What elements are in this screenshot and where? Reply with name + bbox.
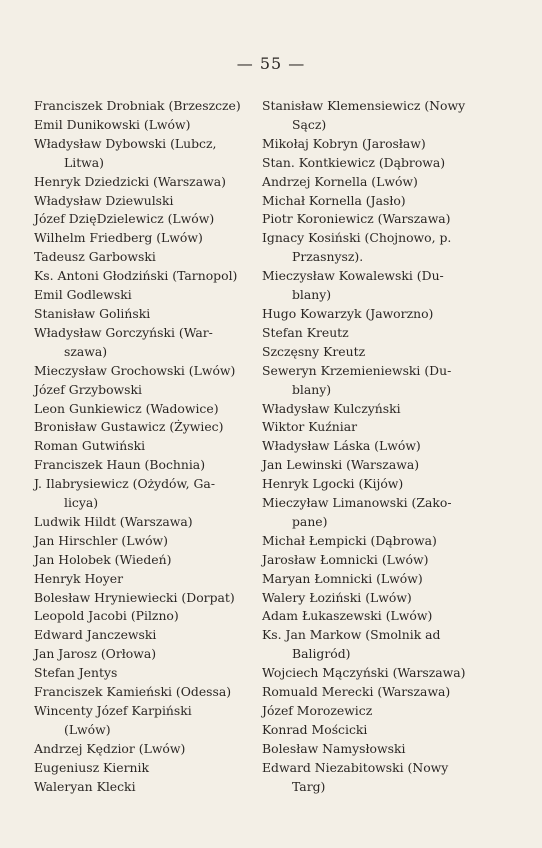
entry-line: Waleryan Klecki [34,778,136,794]
entry-line: Eugeniusz Kiernik [34,759,149,775]
name-entry [34,645,255,664]
name-entry [34,97,255,116]
entry-line: J. Ilabrysiewicz (Ożydów, Ga- [34,476,216,492]
name-entry [34,513,255,532]
entry-continuation: Przasnysz). [292,249,364,265]
name-entry [262,173,483,192]
entry-line: Ks. Jan Markow (Smolnik ad [262,627,441,643]
entry-line: Bolesław Hryniewiecki (Dorpat) [34,589,235,605]
name-entry [262,400,483,419]
name-entry [262,305,483,324]
name-entry [262,267,483,305]
name-entry [262,626,483,664]
entry-line: Henryk Hoyer [34,570,124,586]
name-entry [34,702,255,740]
name-entry [34,135,255,173]
entry-continuation: Targ) [292,778,326,794]
entry-line: Leopold Jacobi (Pilzno) [34,608,179,624]
entry-line: Stefan Kreutz [262,324,349,340]
entry-line: Jan Hirschler (Lwów) [34,532,168,548]
left-column-list [34,97,255,797]
entry-line: Józef Morozewicz [262,703,373,718]
entry-continuation: Litwa) [64,154,104,170]
entry-line: Władysław Dybowski (Lubcz, [34,135,217,151]
name-entry [34,437,255,456]
entry-line: Stanisław Goliński [34,305,151,321]
right-column-list [262,97,483,797]
name-entry [34,362,255,381]
entry-line: Mikołaj Kobryn (Jarosław) [262,135,426,151]
entry-line: Roman Gutwiński [34,438,146,454]
name-entry [34,418,255,437]
name-entry [34,381,255,400]
name-entry [34,551,255,570]
name-entry [34,740,255,759]
entry-line: Wincenty Józef Karpiński [34,703,192,718]
page-number: — 55 — [236,54,306,73]
name-entry [34,286,255,305]
name-entry [34,248,255,267]
entry-continuation: blany) [292,287,332,303]
entry-continuation: (Lwów) [64,721,111,737]
entry-continuation: pane) [292,513,328,529]
entry-line: Jan Lewinski (Warszawa) [262,457,420,473]
name-entry [34,759,255,778]
entry-line: Jarosław Łomnicki (Lwów) [262,551,429,567]
name-entry [34,400,255,419]
entry-line: Hugo Kowarzyk (Jaworzno) [262,305,434,321]
name-entry [34,210,255,229]
name-entry [262,664,483,683]
entry-line: Stefan Jentys [34,665,118,681]
entry-line: Franciszek Haun (Bochnia) [34,457,206,473]
name-entry [34,683,255,702]
name-entry [262,210,483,229]
name-entry [262,324,483,343]
entry-line: Henryk Lgocki (Kijów) [262,476,404,492]
entry-line: Józef DzięDzielewicz (Lwów) [34,211,215,227]
entry-line: Mieczysław Kowalewski (Du- [262,268,444,284]
entry-line: Mieczysław Grochowski (Lwów) [34,362,236,378]
name-entry [34,589,255,608]
entry-continuation: licya) [64,495,99,511]
entry-line: Władysław Dziewulski [34,192,174,208]
name-entry [262,740,483,759]
name-entry [262,683,483,702]
entry-line: Leon Gunkiewicz (Wadowice) [34,400,219,416]
entry-line: Franciszek Drobniak (Brzeszcze) [34,98,241,113]
entry-line: Władysław Kulczyński [262,400,401,416]
name-entry [262,135,483,154]
entry-line: Wiktor Kuźniar [262,419,358,435]
entry-line: Bronisław Gustawicz (Żywiec) [34,419,224,435]
entry-line: Michał Łempicki (Dąbrowa) [262,532,437,548]
name-entry [262,418,483,437]
name-entry [262,437,483,456]
name-entry [34,607,255,626]
name-entry [262,702,483,721]
name-entry [34,173,255,192]
name-entry [262,192,483,211]
entry-continuation: szawa) [64,343,108,359]
name-entry [34,570,255,589]
name-entry [262,154,483,173]
entry-line: Andrzej Kornella (Lwów) [262,173,418,189]
entry-line: Piotr Koroniewicz (Warszawa) [262,211,451,227]
entry-continuation: Sącz) [292,116,327,132]
entry-line: Wojciech Mączyński (Warszawa) [262,665,466,681]
entry-line: Wilhelm Friedberg (Lwów) [34,230,203,246]
name-entry [262,229,483,267]
entry-line: Konrad Mościcki [262,721,368,737]
name-entry [262,494,483,532]
name-entry [262,759,483,797]
entry-line: Ludwik Hildt (Warszawa) [34,513,193,529]
name-entry [262,589,483,608]
name-entry [34,532,255,551]
entry-line: Andrzej Kędzior (Lwów) [34,740,186,756]
entry-line: Emil Godlewski [34,287,132,303]
name-entry [262,456,483,475]
name-entry [262,97,483,135]
entry-line: Seweryn Krzemieniewski (Du- [262,362,452,378]
entry-line: Stanisław Klemensiewicz (Nowy [262,98,466,113]
name-entry [262,362,483,400]
entry-line: Edward Janczewski [34,627,157,643]
entry-line: Henryk Dziedzicki (Warszawa) [34,173,226,189]
name-entry [262,343,483,362]
name-entry [262,570,483,589]
entry-line: Mieczyław Limanowski (Zako- [262,495,452,511]
name-entry [34,664,255,683]
entry-line: Jan Jarosz (Orłowa) [34,646,157,662]
entry-line: Edward Niezabitowski (Nowy [262,759,449,775]
name-entry [34,456,255,475]
name-entry [34,475,255,513]
name-entry [34,267,255,286]
name-entry [262,475,483,494]
name-entry [262,532,483,551]
name-entry [262,607,483,626]
entry-line: Emil Dunikowski (Lwów) [34,116,191,132]
entry-line: Jan Holobek (Wiedeń) [34,551,172,567]
entry-continuation: Baligród) [292,646,351,662]
name-entry [34,305,255,324]
entry-line: Władysław Láska (Lwów) [262,438,421,454]
entry-line: Szczęsny Kreutz [262,343,366,359]
entry-line: Józef Grzybowski [34,381,142,397]
entry-line: Michał Kornella (Jasło) [262,192,406,208]
name-entry [34,192,255,211]
name-entry [34,229,255,248]
entry-continuation: blany) [292,381,332,397]
name-entry [34,324,255,362]
name-entry [262,721,483,740]
entry-line: Walery Łoziński (Lwów) [262,589,412,605]
entry-line: Adam Łukaszewski (Lwów) [262,608,433,624]
name-entry [34,116,255,135]
entry-line: Stan. Kontkiewicz (Dąbrowa) [262,154,446,170]
entry-line: Tadeusz Garbowski [34,249,156,265]
entry-line: Romuald Merecki (Warszawa) [262,684,451,700]
entry-line: Franciszek Kamieński (Odessa) [34,684,232,700]
name-entry [262,551,483,570]
name-entry [34,778,255,797]
entry-line: Ignacy Kosiński (Chojnowo, p. [262,230,452,246]
entry-line: Ks. Antoni Głodziński (Tarnopol) [34,268,238,284]
entry-line: Bolesław Namysłowski [262,740,406,756]
name-entry [34,626,255,645]
entry-line: Władysław Gorczyński (War- [34,324,213,340]
entry-line: Maryan Łomnicki (Lwów) [262,570,423,586]
